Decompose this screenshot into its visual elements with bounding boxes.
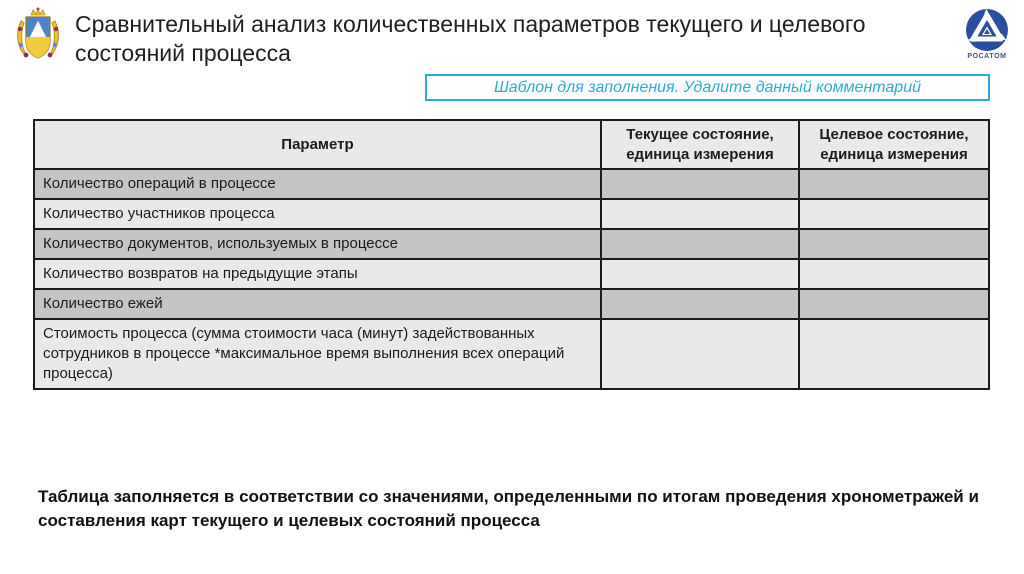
value-cell-target[interactable]	[799, 169, 989, 199]
stavropol-coat-of-arms-icon	[13, 7, 63, 61]
value-cell-target[interactable]	[799, 319, 989, 389]
template-comment-box[interactable]	[425, 74, 990, 101]
param-cell: Количество возвратов на предыдущие этапы	[34, 259, 601, 289]
table-row	[34, 289, 989, 319]
param-cell: Количество документов, используемых в процессе	[34, 229, 601, 259]
param-cell: Количество операций в процессе	[34, 169, 601, 199]
table-row	[34, 199, 989, 229]
value-cell-current[interactable]	[601, 229, 799, 259]
slide-title: Сравнительный анализ количественных параметров текущего и целевого состояний процесса	[75, 11, 866, 66]
header-current-state: Текущее состояние, единица измерения	[601, 120, 799, 169]
value-cell-current[interactable]	[601, 319, 799, 389]
table-row	[34, 229, 989, 259]
comparison-table	[33, 119, 990, 390]
value-cell-current[interactable]	[601, 289, 799, 319]
header-parameter: Параметр	[34, 120, 601, 169]
value-cell-current[interactable]	[601, 169, 799, 199]
param-cell: Стоимость процесса (сумма стоимости часа (минут) задействованных сотрудников в процессе *максимальное время выполнения всех операций процесса)	[34, 319, 601, 389]
table-row	[34, 169, 989, 199]
param-cell: Количество ежей	[34, 289, 601, 319]
rosatom-wordmark: РОСАТОМ	[967, 53, 1007, 60]
rosatom-logo	[958, 8, 1016, 60]
footnote-text: Таблица заполняется в соответствии со значениями, определенными по итогам проведения хронометражей и составления карт текущего и целевых состояний процесса	[38, 487, 979, 530]
table-row	[34, 259, 989, 289]
table-row	[34, 319, 989, 389]
value-cell-target[interactable]	[799, 199, 989, 229]
param-cell: Количество участников процесса	[34, 199, 601, 229]
value-cell-target[interactable]	[799, 259, 989, 289]
value-cell-target[interactable]	[799, 229, 989, 259]
value-cell-current[interactable]	[601, 199, 799, 229]
template-comment-text: Шаблон для заполнения. Удалите данный комментарий	[493, 78, 921, 96]
value-cell-current[interactable]	[601, 259, 799, 289]
rosatom-moebius-icon	[965, 8, 1009, 52]
table-header-row	[34, 120, 989, 169]
value-cell-target[interactable]	[799, 289, 989, 319]
header-target-state: Целевое состояние, единица измерения	[799, 120, 989, 169]
